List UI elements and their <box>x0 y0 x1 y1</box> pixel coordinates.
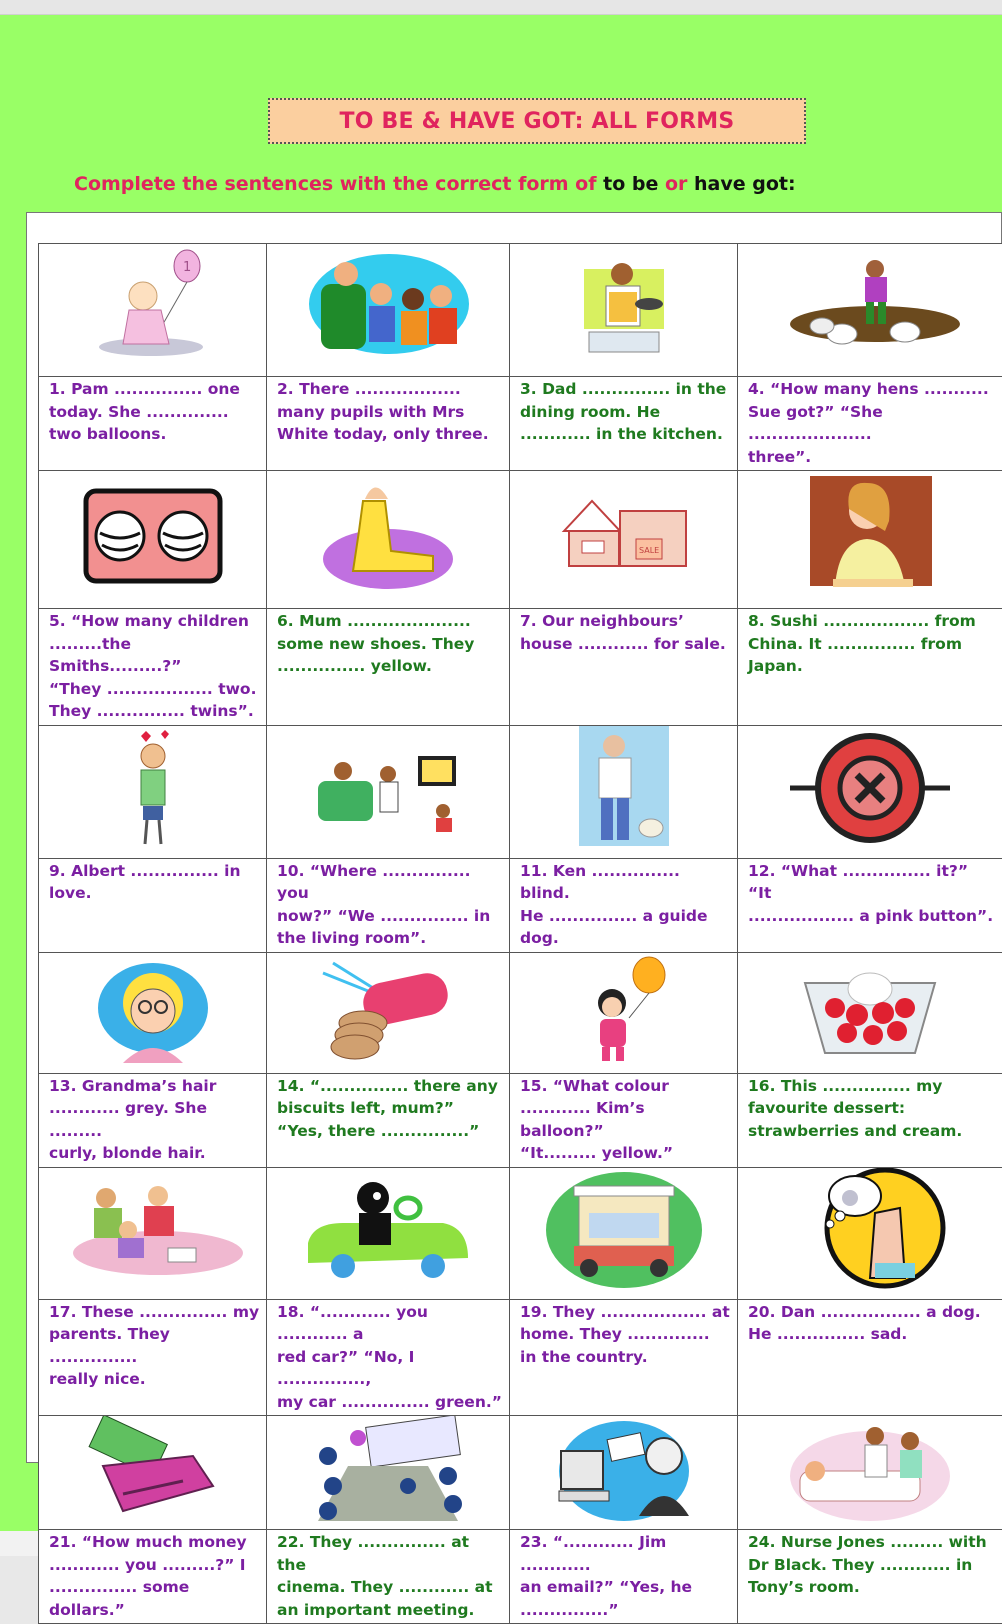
hens-icon <box>780 244 960 369</box>
country-house-icon <box>544 1168 704 1293</box>
sentence-24: 24. Nurse Jones ......... with Dr Black. They ............ in Tony’s room. <box>738 1530 1002 1601</box>
dreaming-man-icon <box>790 1168 950 1293</box>
baby-balloon-icon <box>83 244 223 369</box>
girl-balloon-icon <box>574 953 674 1071</box>
picture-cell <box>267 471 510 609</box>
sentence-19: 19. They .................. at home. They .............. in the country. <box>510 1300 737 1371</box>
sentence-11: 11. Ken ............... blind. He ............... a guide dog. <box>510 859 737 952</box>
picture-cell <box>267 244 510 377</box>
sentence-13: 13. Grandma’s hair ............ grey. She ......... curly, blonde hair. <box>39 1074 266 1167</box>
picture-cell <box>39 244 267 377</box>
sushi-woman-icon <box>805 471 935 596</box>
picture-cell <box>510 952 738 1073</box>
instruction-text: Complete the sentences with the correct form of <box>74 173 603 195</box>
svg-text:SALE: SALE <box>639 546 659 555</box>
biscuits-icon <box>313 953 463 1071</box>
family-icon <box>58 1168 248 1293</box>
instruction-or: or <box>658 173 694 195</box>
exercise-grid <box>38 243 1002 1624</box>
worksheet-title: TO BE & HAVE GOT: ALL FORMS <box>268 98 806 144</box>
picture-cell <box>267 725 510 858</box>
instruction-colon: : <box>788 173 796 195</box>
picture-cell <box>738 244 1002 377</box>
picture-cell <box>39 952 267 1073</box>
sentence-9: 9. Albert ............... in love. <box>39 859 266 907</box>
sentence-8: 8. Sushi .................. from China. It ............... from Japan. <box>738 609 1002 680</box>
meeting-icon <box>298 1416 478 1526</box>
sentence-20: 20. Dan ................. a dog. He ............... sad. <box>738 1300 1002 1348</box>
sentence-22: 22. They ............... at the cinema. They ............ at an important meeting. <box>267 1530 509 1623</box>
picture-cell <box>510 1416 738 1530</box>
sentence-4: 4. “How many hens ........... Sue got?” “She ..................... three”. <box>738 377 1002 470</box>
hospital-icon <box>785 1416 955 1526</box>
picture-cell <box>738 471 1002 609</box>
sentence-14: 14. “............... there any biscuits left, mum?” “Yes, there ...............” <box>267 1074 509 1145</box>
sentence-23: 23. “............ Jim ............ an email?” “Yes, he ...............” <box>510 1530 737 1623</box>
picture-cell <box>738 1416 1002 1530</box>
picture-cell <box>39 725 267 858</box>
sentence-3: 3. Dad ............... in the dining room. He ............ in the kitchen. <box>510 377 737 448</box>
sentence-12: 12. “What ............... it?” “It .................. a pink button”. <box>738 859 1002 930</box>
strawberries-icon <box>795 953 945 1071</box>
picture-cell <box>39 1167 267 1299</box>
sentence-16: 16. This ............... my favourite dessert: strawberries and cream. <box>738 1074 1002 1145</box>
picture-cell <box>510 1167 738 1299</box>
grandma-icon <box>88 953 218 1071</box>
car-icon <box>303 1168 473 1293</box>
sentence-18: 18. “............ you ............ a red car?” “No, I ..............., my car ............... green.” <box>267 1300 509 1416</box>
picture-cell <box>267 952 510 1073</box>
button-icon <box>785 726 955 851</box>
keyword-have-got: have got <box>694 173 788 195</box>
picture-cell <box>267 1416 510 1530</box>
picture-cell <box>510 471 738 609</box>
living-room-icon <box>298 726 478 851</box>
sentence-17: 17. These ............... my parents. They ............... really nice. <box>39 1300 266 1393</box>
sentence-7: 7. Our neighbours’ house ............ for sale. <box>510 609 737 657</box>
sentence-6: 6. Mum ..................... some new shoes. They ............... yellow. <box>267 609 509 680</box>
teacher-pupils-icon <box>301 244 476 369</box>
picture-cell <box>39 471 267 609</box>
twins-icon <box>78 471 228 596</box>
love-boy-icon <box>113 726 193 851</box>
picture-cell <box>738 952 1002 1073</box>
picture-cell <box>738 725 1002 858</box>
picture-cell <box>39 1416 267 1530</box>
shoe-icon <box>313 471 463 596</box>
sentence-1: 1. Pam ............... one today. She .............. two balloons. <box>39 377 266 448</box>
sentence-21: 21. “How much money ............ you .........?” I ............... some dollars.” <box>39 1530 266 1623</box>
sentence-5: 5. “How many children .........the Smiths.........?” “They .................. two. They ............... twins”. <box>39 609 266 725</box>
picture-cell <box>510 725 738 858</box>
keyword-to-be: to be <box>603 173 658 195</box>
picture-cell <box>510 244 738 377</box>
sentence-15: 15. “What colour ............ Kim’s balloon?” “It......... yellow.” <box>510 1074 737 1167</box>
blind-man-icon <box>569 726 679 851</box>
email-icon <box>549 1416 699 1526</box>
svg-text:1: 1 <box>183 260 191 275</box>
cook-icon <box>564 244 684 369</box>
sentence-2: 2. There .................. many pupils with Mrs White today, only three. <box>267 377 509 448</box>
picture-cell <box>267 1167 510 1299</box>
top-bar <box>0 0 1002 15</box>
picture-cell <box>738 1167 1002 1299</box>
instruction <box>74 173 796 195</box>
sentence-10: 10. “Where ............... you now?” “We ............... in the living room”. <box>267 859 509 952</box>
house-sale-icon <box>544 471 704 596</box>
wallet-icon <box>73 1416 233 1526</box>
